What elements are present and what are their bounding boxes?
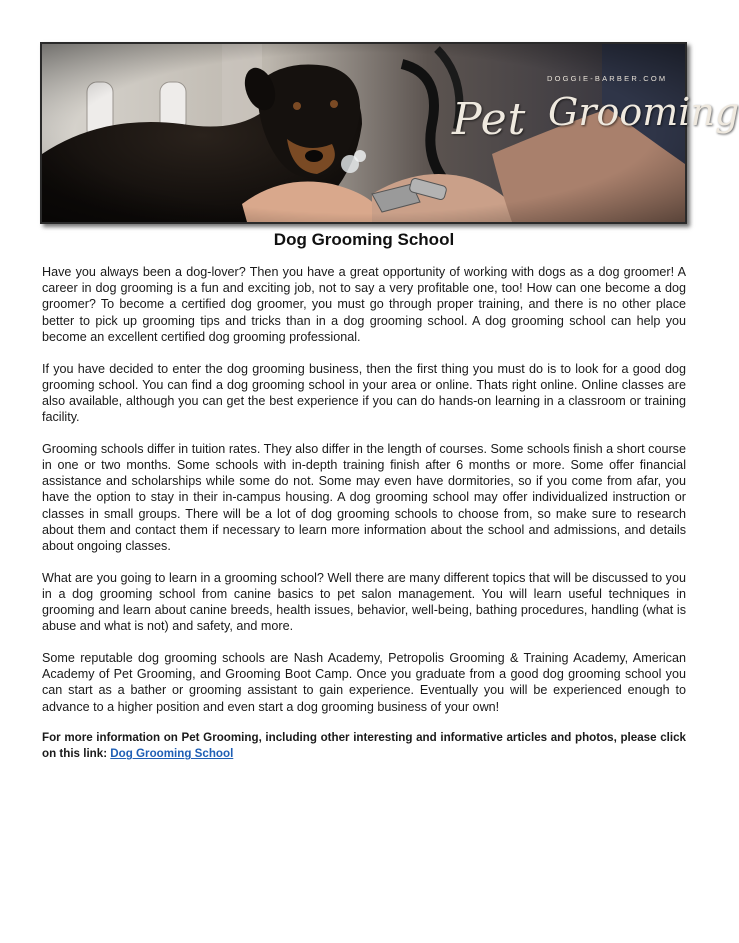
brand-word-grooming: Grooming bbox=[548, 90, 739, 134]
article-body bbox=[42, 264, 686, 762]
paragraph-reputable-schools: Some reputable dog grooming schools are Nash Academy, Petropolis Grooming & Training Academy, American Academy of Pet Grooming, and Grooming Boot Camp. Once you graduate from a good dog grooming school you can start as a bather or grooming assistant to gain experience. Eventually you will be experienced enough to advance to a higher position and even start a dog grooming business of your own! bbox=[42, 651, 686, 714]
brand-word-pet: Pet bbox=[452, 94, 527, 145]
paragraph-tuition: Grooming schools differ in tuition rates. They also differ in the length of courses. Some schools finish a short course in one or two months. Some schools with in-depth training finish after 6 months or more. Some offer financial assistance and scholarships while some do not. Some may even have dormitories, so if you come from afar, you have the option to stay in their in-campus housing. A dog grooming school may offer individualized instruction or classes in small groups. There will be a lot of dog grooming schools to choose from, so make sure to research about them and contact them if necessary to learn more information about the school and admissions, and details about ongoing classes. bbox=[42, 441, 686, 554]
paragraph-finding-school: If you have decided to enter the dog grooming business, then the first thing you must do is to look for a good dog grooming school. You can find a dog grooming school in your area or online. Thats right online. Online classes are also available, although you can get the best experience if you can do hands-on learning in a classroom or training facility. bbox=[42, 361, 686, 425]
footer-text: For more information on Pet Grooming, including other interesting and informative articles and photos, please click on this link: bbox=[42, 731, 686, 761]
page-title: Dog Grooming School bbox=[273, 230, 455, 249]
paragraph-curriculum: What are you going to learn in a grooming school? Well there are many different topics that will be discussed to you in a dog grooming school from canine basics to pet salon management. You will learn useful techniques in grooming and learn about canine breeds, health issues, behavior, well-being, bathing procedures, handling (what is abuse and what is not) and safety, and more. bbox=[42, 570, 686, 634]
dog-grooming-school-link[interactable]: Dog Grooming School bbox=[110, 747, 234, 761]
paragraph-intro: Have you always been a dog-lover? Then you have a great opportunity of working with dogs as a dog groomer! A career in dog grooming is a fun and exciting job, not to say a very profitable one, too! How can one become a dog groomer? To become a certified dog groomer, you must go through proper training, and there is no other place better to pick up grooming tips and tricks than in a dog grooming school. A dog grooming school can help you become an excellent certified dog grooming professional. bbox=[42, 265, 686, 344]
footer-note bbox=[42, 730, 686, 762]
brand-url-text: DOGGIE-BARBER.COM bbox=[547, 74, 668, 83]
header-banner-image bbox=[40, 42, 739, 224]
